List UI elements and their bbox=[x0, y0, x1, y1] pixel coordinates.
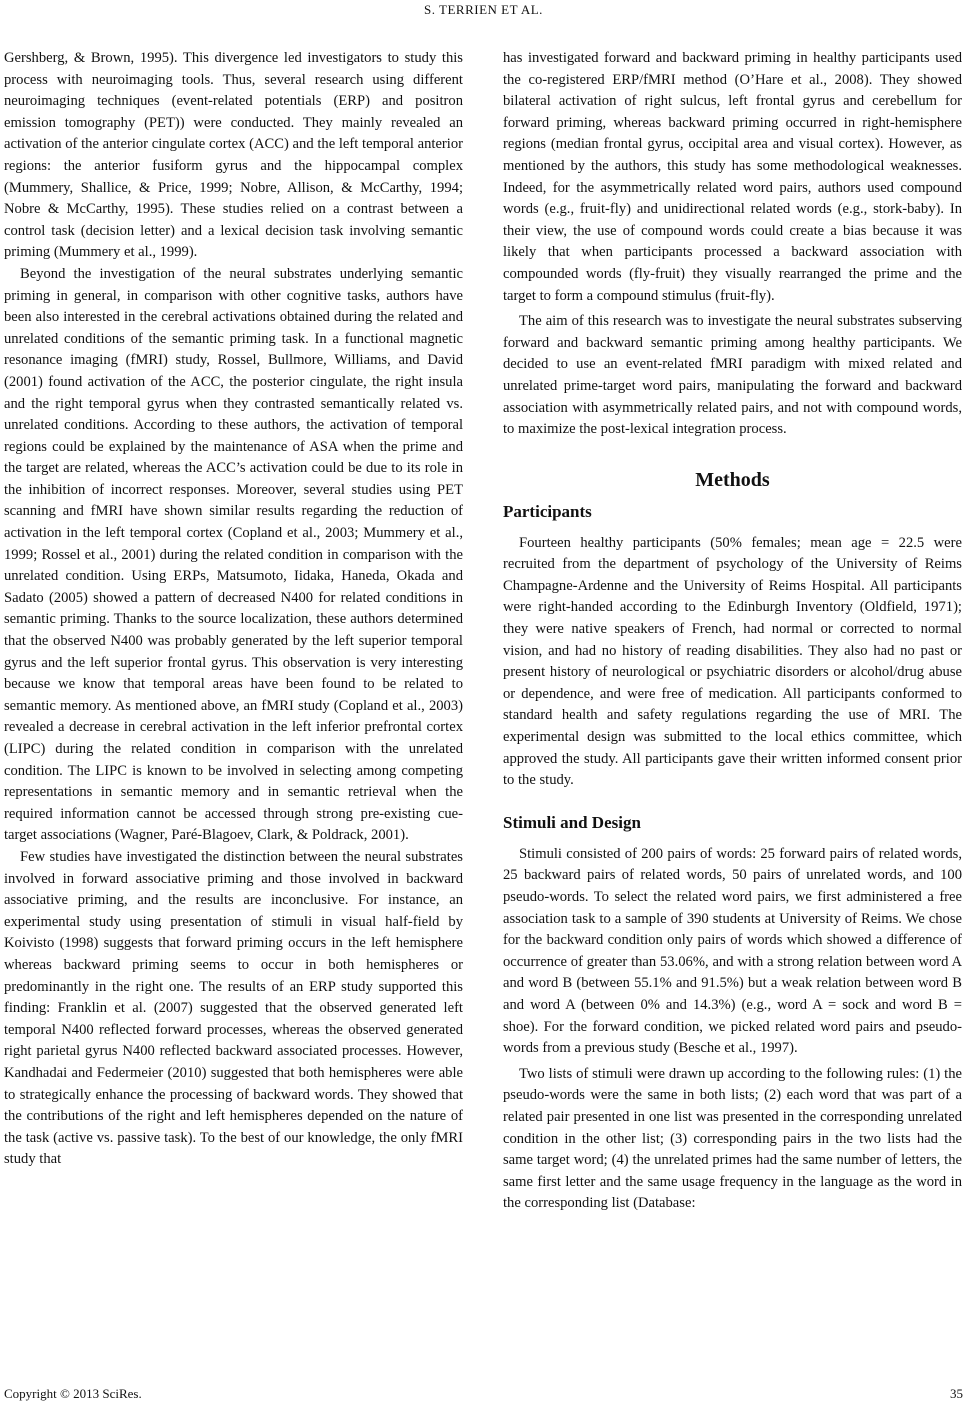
body-paragraph: Stimuli consisted of 200 pairs of words: 25 forward pairs of related words, 25 backward pairs of related words, 50 pairs of unrelated words, and 100 pseudo-words. To select the related word pairs, we first administered a free association task to a sample of 390 students at University of Reims. We chose for the backward condition only pairs of words which showed a difference of occurrence of greater than 53.06%, and with a strong relation between word A and word B (between 55.1% and 91.5%) but a weak relation between word B and word A (between 0% and 14.3%) (e.g., word A = sock and word B = shoe). For the forward condition, we picked related word pairs and pseudo-words from a previous study (Besche et al., 1997). bbox=[503, 845, 962, 1057]
left-column bbox=[4, 48, 463, 1171]
copyright-footer: Copyright © 2013 SciRes. bbox=[4, 1386, 142, 1401]
body-paragraph: Few studies have investigated the distinction between the neural substrates involved in forward associative priming and those involved in backward associative priming, and the results are inconclusive. For instance, an experimental study using presentation of stimuli in visual half-field by Koivisto (1998) suggests that forward priming occurs in the left hemisphere whereas backward priming seems to occur in both hemispheres or predominantly in the right one. The results of an ERP study supported this finding: Franklin et al. (2007) suggested that the observed generated left temporal N400 reflected forward processes, whereas the observed generated right parietal gyrus N400 reflected backward associated processes. However, Kandhadai and Federmeier (2010) suggested that both hemispheres were able to strategically enhance the processing of backward words. They showed that the contributions of the right and left hemispheres depended on the nature of the task (active vs. passive task). To the best of our knowledge, the only fMRI study that bbox=[4, 848, 463, 1168]
page-number: 35 bbox=[950, 1386, 963, 1401]
body-paragraph: Beyond the investigation of the neural substrates underlying semantic priming in general, in comparison with other cognitive tasks, authors have been also interested in the cerebral activations obtained during the related and unrelated conditions of the semantic priming task. In a functional magnetic resonance imaging (fMRI) study, Rossel, Bullmore, Williams, and David (2001) found activation of the ACC, the posterior cingulate, the right insula and the right temporal gyrus when they contrasted semantically related vs. unrelated conditions. According to these authors, the activation of temporal regions could be explained by the maintenance of ASA when the prime and the target are related, whereas the ACC’s activation could be due to its role in the inhibition of incorrect responses. Moreover, several studies using PET scanning and fMRI have shown similar results regarding the reduction of activation in the left temporal cortex (Copland et al., 2003; Mummery et al., 1999; Rossel et al., 2001) during the related condition in comparison with the unrelated condition. Using ERPs, Matsumoto, Iidaka, Haneda, Okada and Sadato (2005) showed a pattern of decreased N400 for related conditions in semantic priming. Thanks to the source localization, these authors determined that the observed N400 was probably generated by the left superior temporal gyrus and the left superior frontal gyrus. This observation is very interesting because we know that temporal areas have been found to be related to semantic memory. As mentioned above, an fMRI study (Copland et al., 2003) revealed a decrease in cerebral activation in the left inferior prefrontal cortex (LIPC) during the related condition in comparison with the unrelated condition. The LIPC is known to be involved in selecting among competing representations in semantic memory and in semantic retrieval when the required information cannot be accessed through strong pre-existing cue-target associations (Wagner, Paré-Blagoev, Clark, & Poldrack, 2001). bbox=[4, 265, 463, 844]
body-paragraph: Gershberg, & Brown, 1995). This divergence led investigators to study this process with neuroimaging tools. Thus, several research using different neuroimaging techniques (event-related potentials (ERP) and positron emission tomography (PET)) were conducted. They mainly revealed an activation of the anterior cingulate cortex (ACC) and the left temporal anterior regions: the anterior fusiform gyrus and the hippocampal complex (Mummery, Shallice, & Price, 1999; Nobre, Allison, & McCarthy, 1994; Nobre & McCarthy, 1995). These studies relied on a contrast between a control task (decision letter) and a lexical decision task involving semantic priming (Mummery et al., 1999). bbox=[4, 50, 463, 261]
running-header: S. TERRIEN ET AL. bbox=[424, 2, 543, 17]
right-column bbox=[503, 48, 962, 1215]
section-heading-methods: Methods bbox=[695, 468, 770, 491]
body-paragraph: Two lists of stimuli were drawn up according to the following rules: (1) the pseudo-words were the same in both lists; (2) each word that was part of a related pair presented in one list was presented in the corresponding unrelated condition in the other list; (3) corresponding pairs in the two lists had the same target word; (4) the unrelated primes had the same number of letters, the same first letter and the same usage frequency in the language as the word in the corresponding list (Database: bbox=[503, 1065, 962, 1212]
subsection-heading-stimuli: Stimuli and Design bbox=[503, 812, 641, 832]
subsection-heading-participants: Participants bbox=[503, 501, 592, 521]
body-paragraph: Fourteen healthy participants (50% females; mean age = 22.5 were recruited from the department of psychology of the University of Reims Champagne-Ardenne and the University of Reims Hospital. All participants were right-handed according to the Edinburgh Inventory (Oldfield, 1971); they were native speakers of French, had normal or corrected to normal vision, and had no history of reading disabilities. They also had no past or present history of neurological or psychiatric disorders or alcohol/drug abuse or dependence, and were free of medication. All participants conformed to standard health and safety regulations regarding the use of MRI. The experimental design was submitted to the local ethics committee, which approved the study. All participants gave their written informed consent prior to the study. bbox=[503, 534, 962, 789]
body-paragraph: has investigated forward and backward priming in healthy participants used the co-registered ERP/fMRI method (O’Hare et al., 2008). They showed bilateral activation of right sulcus, left frontal gyrus and cerebellum for forward priming, whereas backward priming occurred in right-hemisphere regions (median frontal gyrus, occipital area and visual cortex). However, as mentioned by the authors, this study has some methodological weaknesses. Indeed, for the asymmetrically related word pairs, authors used compound words (e.g., fruit-fly) and unidirectional related words (e.g., stork-baby). In their view, the use of compound words could create a bias because it was likely that when participants processed a backward association with compounded words (fly-fruit) they visually rearranged the prime and the target to form a compound stimulus (fruit-fly). bbox=[503, 50, 962, 304]
body-paragraph: The aim of this research was to investigate the neural substrates subserving forward and backward semantic priming among healthy participants. We decided to use an event-related fMRI paradigm with mixed related and unrelated prime-target word pairs, manipulating the forward and backward association with asymmetrically related pairs, and not with compound words, to maximize the post-lexical integration process. bbox=[503, 313, 962, 438]
